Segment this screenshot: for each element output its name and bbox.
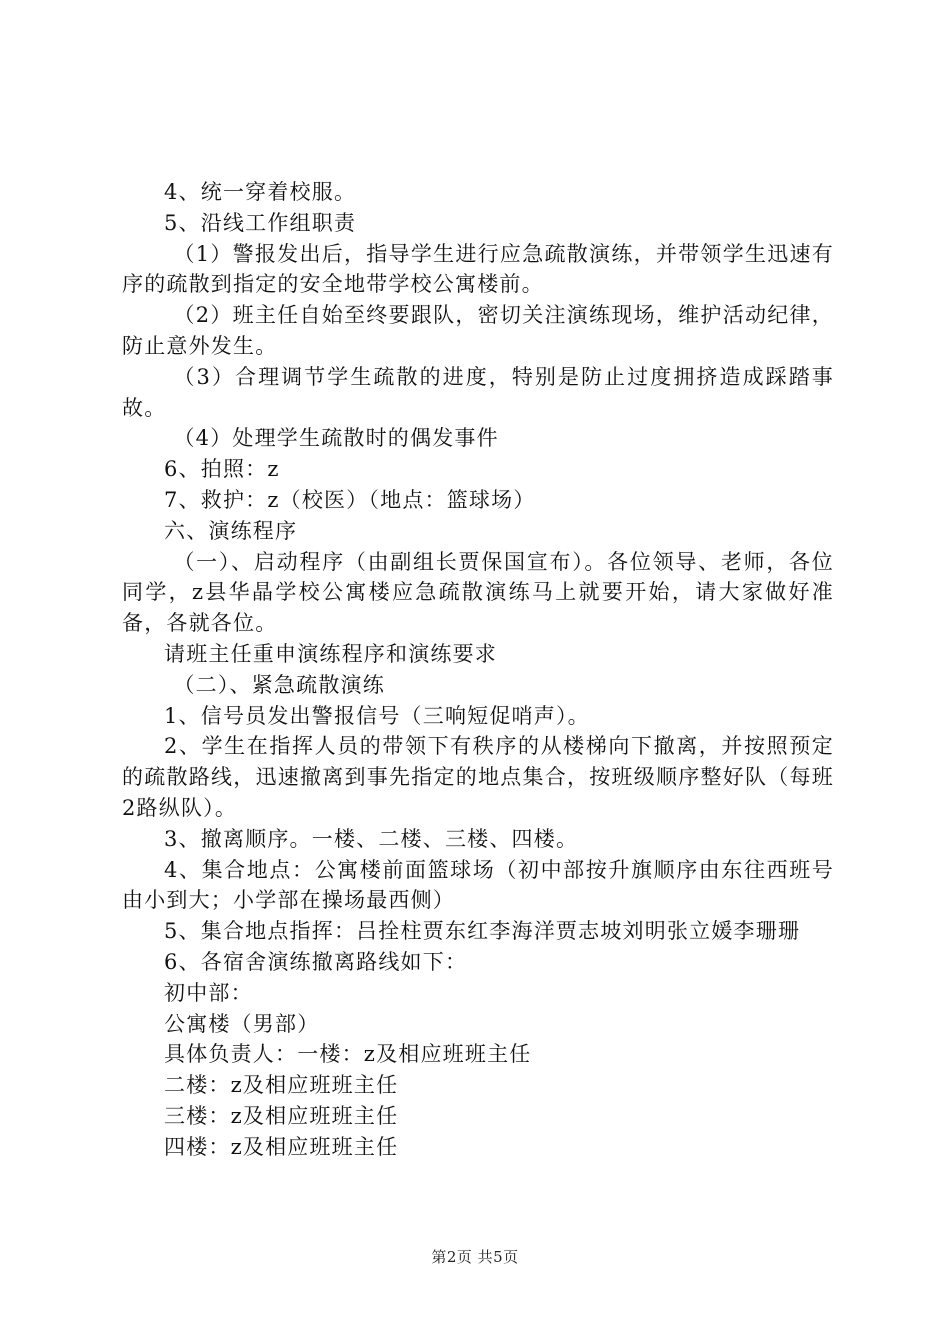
paragraph-floor-1-lead: 具体负责人：一楼：z及相应班班主任 xyxy=(164,1042,532,1067)
paragraph-uniform: 4、统一穿着校服。 xyxy=(164,180,357,204)
page-number-footer: 第2页 共5页 xyxy=(431,1248,519,1266)
paragraph-alarm-signal: 1、信号员发出警报信号（三响短促哨声）。 xyxy=(164,703,590,728)
paragraph-duty-4: （4）处理学生疏散时的偶发事件 xyxy=(173,426,499,451)
document-body xyxy=(122,177,834,1163)
paragraph-assembly-point: 4、集合地点：公寓楼前面篮球场（初中部按升旗顺序由东往西班号由小到大；小学部在操场最西侧） xyxy=(122,857,834,913)
paragraph-apartment-male: 公寓楼（男部） xyxy=(164,1011,320,1036)
paragraph-duty-2: （2）班主任自始至终要跟队，密切关注演练现场，维护活动纪律，防止意外发生。 xyxy=(122,303,834,358)
paragraph-start-procedure: （一）、启动程序（由副组长贾保国宣布）。各位领导、老师，各位同学，z县华晶学校公寓楼应急疏散演练马上就要开始，请大家做好准备，各就各位。 xyxy=(122,549,834,636)
paragraph-route-team-duties: 5、沿线工作组职责 xyxy=(164,210,357,235)
paragraph-first-aid: 7、救护：z（校医）（地点：篮球场） xyxy=(164,487,536,512)
paragraph-photography: 6、拍照：z xyxy=(164,457,280,482)
paragraph-duty-1: （1）警报发出后，指导学生进行应急疏散演练，并带领学生迅速有序的疏散到指定的安全地带学校公寓楼前。 xyxy=(122,241,834,297)
subheading-emergency-evacuation: （二）、紧急疏散演练 xyxy=(173,672,385,697)
paragraph-floor-4-lead: 四楼：z及相应班班主任 xyxy=(164,1134,399,1159)
paragraph-junior-high: 初中部： xyxy=(164,980,253,1005)
paragraph-dorm-routes: 6、各宿舍演练撤离路线如下： xyxy=(164,949,468,974)
paragraph-evacuation-order: 3、撤离顺序。一楼、二楼、三楼、四楼。 xyxy=(164,826,579,851)
paragraph-floor-2-lead: 二楼：z及相应班班主任 xyxy=(164,1073,399,1098)
paragraph-evacuate-route: 2、学生在指挥人员的带领下有秩序的从楼梯向下撤离，并按照预定的疏散路线，迅速撤离到事先指定的地点集合，按班级顺序整好队（每班2路纵队）。 xyxy=(122,734,834,820)
paragraph-assembly-commanders: 5、集合地点指挥：吕拴柱贾东红李海洋贾志坡刘明张立媛李珊珊 xyxy=(164,919,801,944)
paragraph-floor-3-lead: 三楼：z及相应班班主任 xyxy=(164,1103,399,1128)
section-heading-drill-procedure: 六、演练程序 xyxy=(164,518,298,543)
paragraph-duty-3: （3）合理调节学生疏散的进度，特别是防止过度拥挤造成踩踏事故。 xyxy=(122,364,834,420)
paragraph-reiterate-requirements: 请班主任重申演练程序和演练要求 xyxy=(164,641,497,666)
